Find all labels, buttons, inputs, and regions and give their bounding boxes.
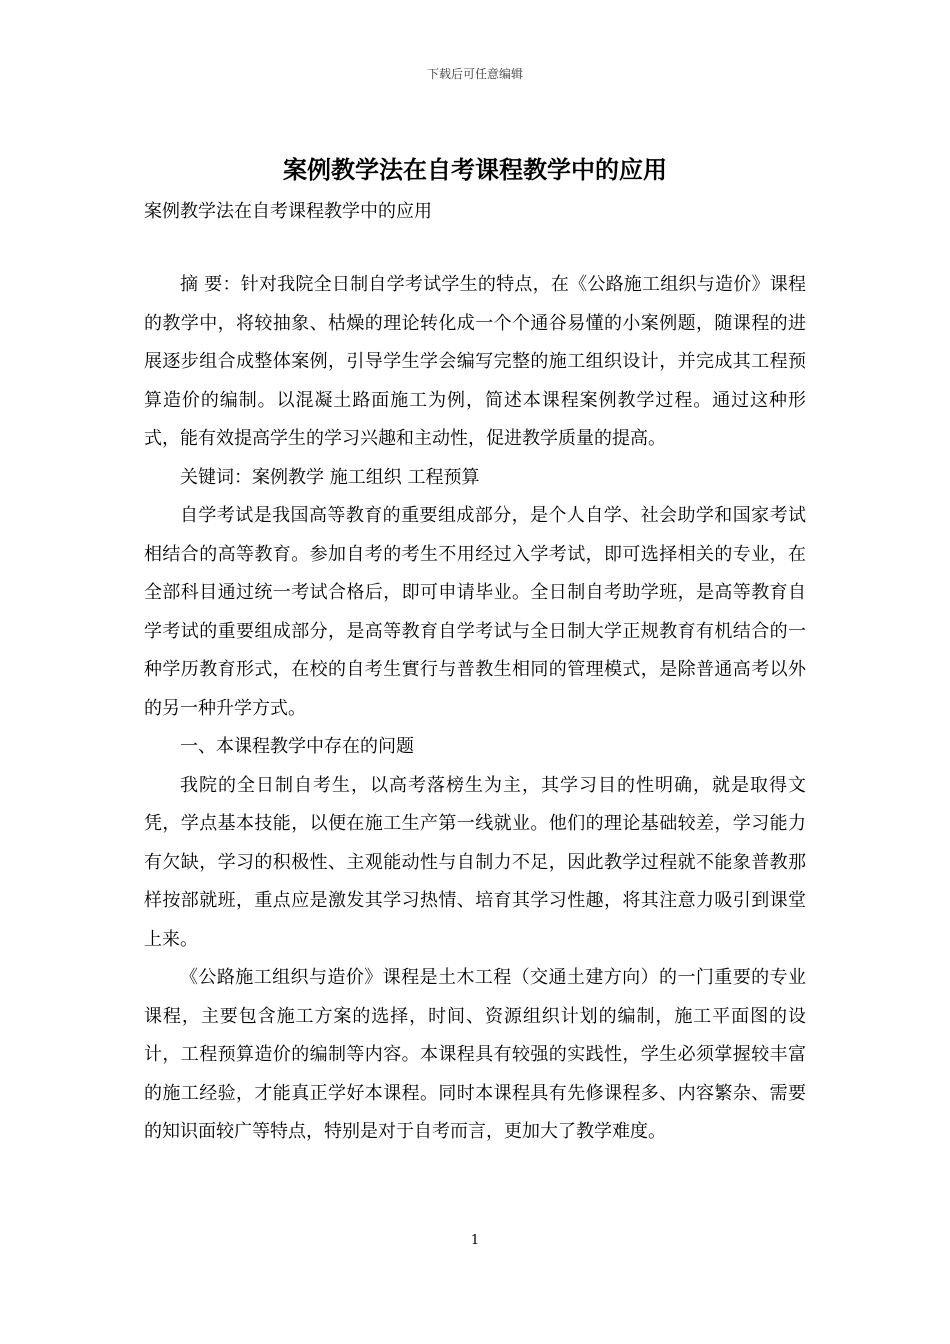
body-paragraph: 我院的全日制自考生，以高考落榜生为主，其学习目的性明确，就是取得文凭，学点基本技能，以便在施工生产第一线就业。他们的理论基础较差，学习能力有欠缺，学习的积极性、主观能动性与自制力不足，因此教学过程就不能象普教那样按部就班，重点应是激发其学习热情、培育其学习性趣，将其注意力吸引到课堂上来。	[144, 774, 806, 950]
document-body	[144, 266, 806, 1152]
abstract-paragraph: 摘 要：针对我院全日制自学考试学生的特点，在《公路施工组织与造价》课程的教学中，将较抽象、枯燥的理论转化成一个个通谷易懂的小案例题，随课程的进展逐步组合成整体案例，引导学生学会编写完整的施工组织设计，并完成其工程预算造价的编制。以混凝土路面施工为例，简述本课程案例教学过程。通过这种形式，能有效提高学生的学习兴趣和主动性，促进教学质量的提高。	[144, 274, 806, 449]
body-paragraph: 《公路施工组织与造价》课程是土木工程（交通土建方向）的一门重要的专业课程，主要包含施工方案的选择，时间、资源组织计划的编制，施工平面图的设计，工程预算造价的编制等内容。本课程具有较强的实践性，学生必须掌握较丰富的施工经验，才能真正学好本课程。同时本课程具有先修课程多、内容繁杂、需要的知识面较广等特点，特别是对于自考而言，更加大了教学难度。	[144, 967, 806, 1142]
section-heading: 一、本课程教学中存在的问题	[180, 736, 414, 757]
page-number: 1	[470, 1233, 480, 1248]
document-subtitle: 案例教学法在自考课程教学中的应用	[144, 201, 432, 222]
header-note: 下载后可任意编辑	[426, 67, 523, 81]
intro-paragraph: 自学考试是我国高等教育的重要组成部分，是个人自学、社会助学和国家考试相结合的高等教育。参加自考的考生不用经过入学考试，即可选择相关的专业，在全部科目通过统一考试合格后，即可申请毕业。全日制自考助学班，是高等教育自学考试的重要组成部分，是高等教育自学考试与全日制大学正规教育有机结合的一种学历教育形式，在校的自考生實行与普教生相同的管理模式，是除普通高考以外的另一种升学方式。	[144, 505, 806, 719]
keywords-paragraph: 关键词：案例教学 施工组织 工程预算	[180, 466, 480, 488]
document-title: 案例教学法在自考课程教学中的应用	[283, 155, 667, 184]
